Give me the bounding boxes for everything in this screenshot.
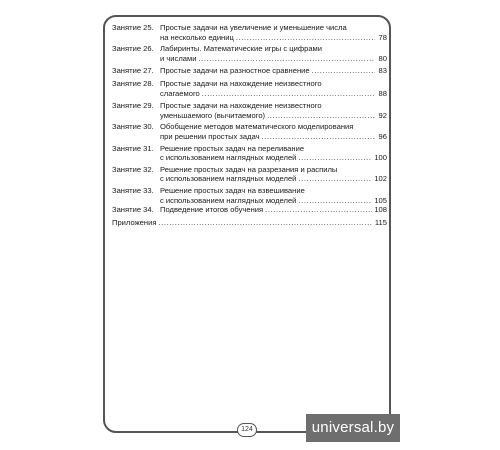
toc-entry-33	[112, 186, 387, 205]
toc-entry-title: Решение простых задач на взвешивание	[160, 185, 305, 195]
toc-entry-29	[112, 101, 387, 120]
dot-leader	[298, 153, 372, 163]
toc-entry-title: и числами	[160, 53, 197, 63]
toc-entry-title: Решение простых задач на переливание	[160, 143, 305, 153]
toc-entry-appendix	[112, 218, 387, 228]
toc-entry-title: Простые задачи на разностное сравнение	[160, 66, 310, 76]
table-of-contents	[112, 23, 387, 227]
toc-entry-page: 108	[374, 205, 387, 215]
dot-leader	[298, 174, 372, 184]
toc-entry-31	[112, 144, 387, 163]
dot-leader	[265, 205, 372, 215]
toc-entry-label: Занятие 26.	[112, 44, 154, 54]
toc-entry-page: 80	[378, 53, 387, 63]
toc-entry-title: с использованием наглядных моделей	[160, 174, 297, 184]
toc-entry-page: 105	[374, 195, 387, 205]
toc-entry-title: Подведение итогов обучения	[160, 205, 264, 215]
page-number-badge: 124	[237, 423, 257, 437]
toc-entry-label: Приложения	[112, 217, 157, 227]
toc-entry-page: 100	[374, 153, 387, 163]
dot-leader	[198, 54, 375, 64]
toc-entry-title: с использованием наглядных моделей	[160, 195, 297, 205]
dot-leader	[298, 196, 372, 206]
toc-entry-label: Занятие 28.	[112, 78, 154, 88]
toc-entry-title: с использованием наглядных моделей	[160, 153, 297, 163]
toc-entry-32	[112, 165, 387, 184]
toc-entry-label: Занятие 27.	[112, 66, 154, 76]
toc-entry-title: уменьшаемого (вычитаемого)	[160, 110, 266, 120]
toc-entry-title: Лабиринты. Математические игры с цифрами	[160, 44, 323, 54]
toc-entry-title: Простые задачи на увеличение и уменьшение числа	[160, 23, 347, 32]
toc-entry-title: на несколько единиц	[160, 32, 234, 42]
toc-entry-34	[112, 205, 387, 215]
dot-leader	[312, 66, 375, 76]
toc-entry-page: 78	[378, 32, 387, 42]
toc-entry-label: Занятие 33.	[112, 185, 154, 195]
toc-entry-title: Решение простых задач на разрезания и распилы	[160, 164, 338, 174]
toc-entry-label: Занятие 29.	[112, 101, 154, 111]
toc-entry-page: 88	[378, 88, 387, 98]
toc-entry-page: 96	[378, 131, 387, 141]
toc-entry-25	[112, 23, 387, 42]
dot-leader	[267, 111, 375, 121]
toc-entry-28	[112, 79, 387, 98]
toc-entry-page: 92	[378, 110, 387, 120]
toc-entry-label: Занятие 34.	[112, 205, 154, 215]
dot-leader	[236, 33, 375, 43]
dot-leader	[158, 218, 372, 228]
dot-leader	[262, 132, 375, 142]
toc-entry-title: при решении простых задач	[160, 131, 260, 141]
watermark-logo: universal.by	[306, 414, 400, 442]
toc-entry-page: 102	[374, 174, 387, 184]
toc-entry-label: Занятие 30.	[112, 122, 154, 132]
toc-entry-title: Простые задачи на нахождение неизвестного	[160, 101, 322, 111]
toc-entry-26	[112, 44, 387, 63]
toc-entry-label: Занятие 32.	[112, 164, 154, 174]
toc-entry-label: Занятие 31.	[112, 143, 154, 153]
toc-entry-30	[112, 122, 387, 141]
toc-entry-title: слагаемого	[160, 88, 200, 98]
toc-entry-title: Обобщение методов математического моделирования	[160, 122, 354, 132]
toc-entry-27	[112, 66, 387, 76]
toc-entry-label: Занятие 25.	[112, 23, 154, 32]
toc-entry-title: Простые задачи на нахождение неизвестного	[160, 78, 322, 88]
dot-leader	[202, 89, 375, 99]
toc-entry-page: 83	[378, 66, 387, 76]
toc-entry-page: 115	[374, 217, 387, 227]
